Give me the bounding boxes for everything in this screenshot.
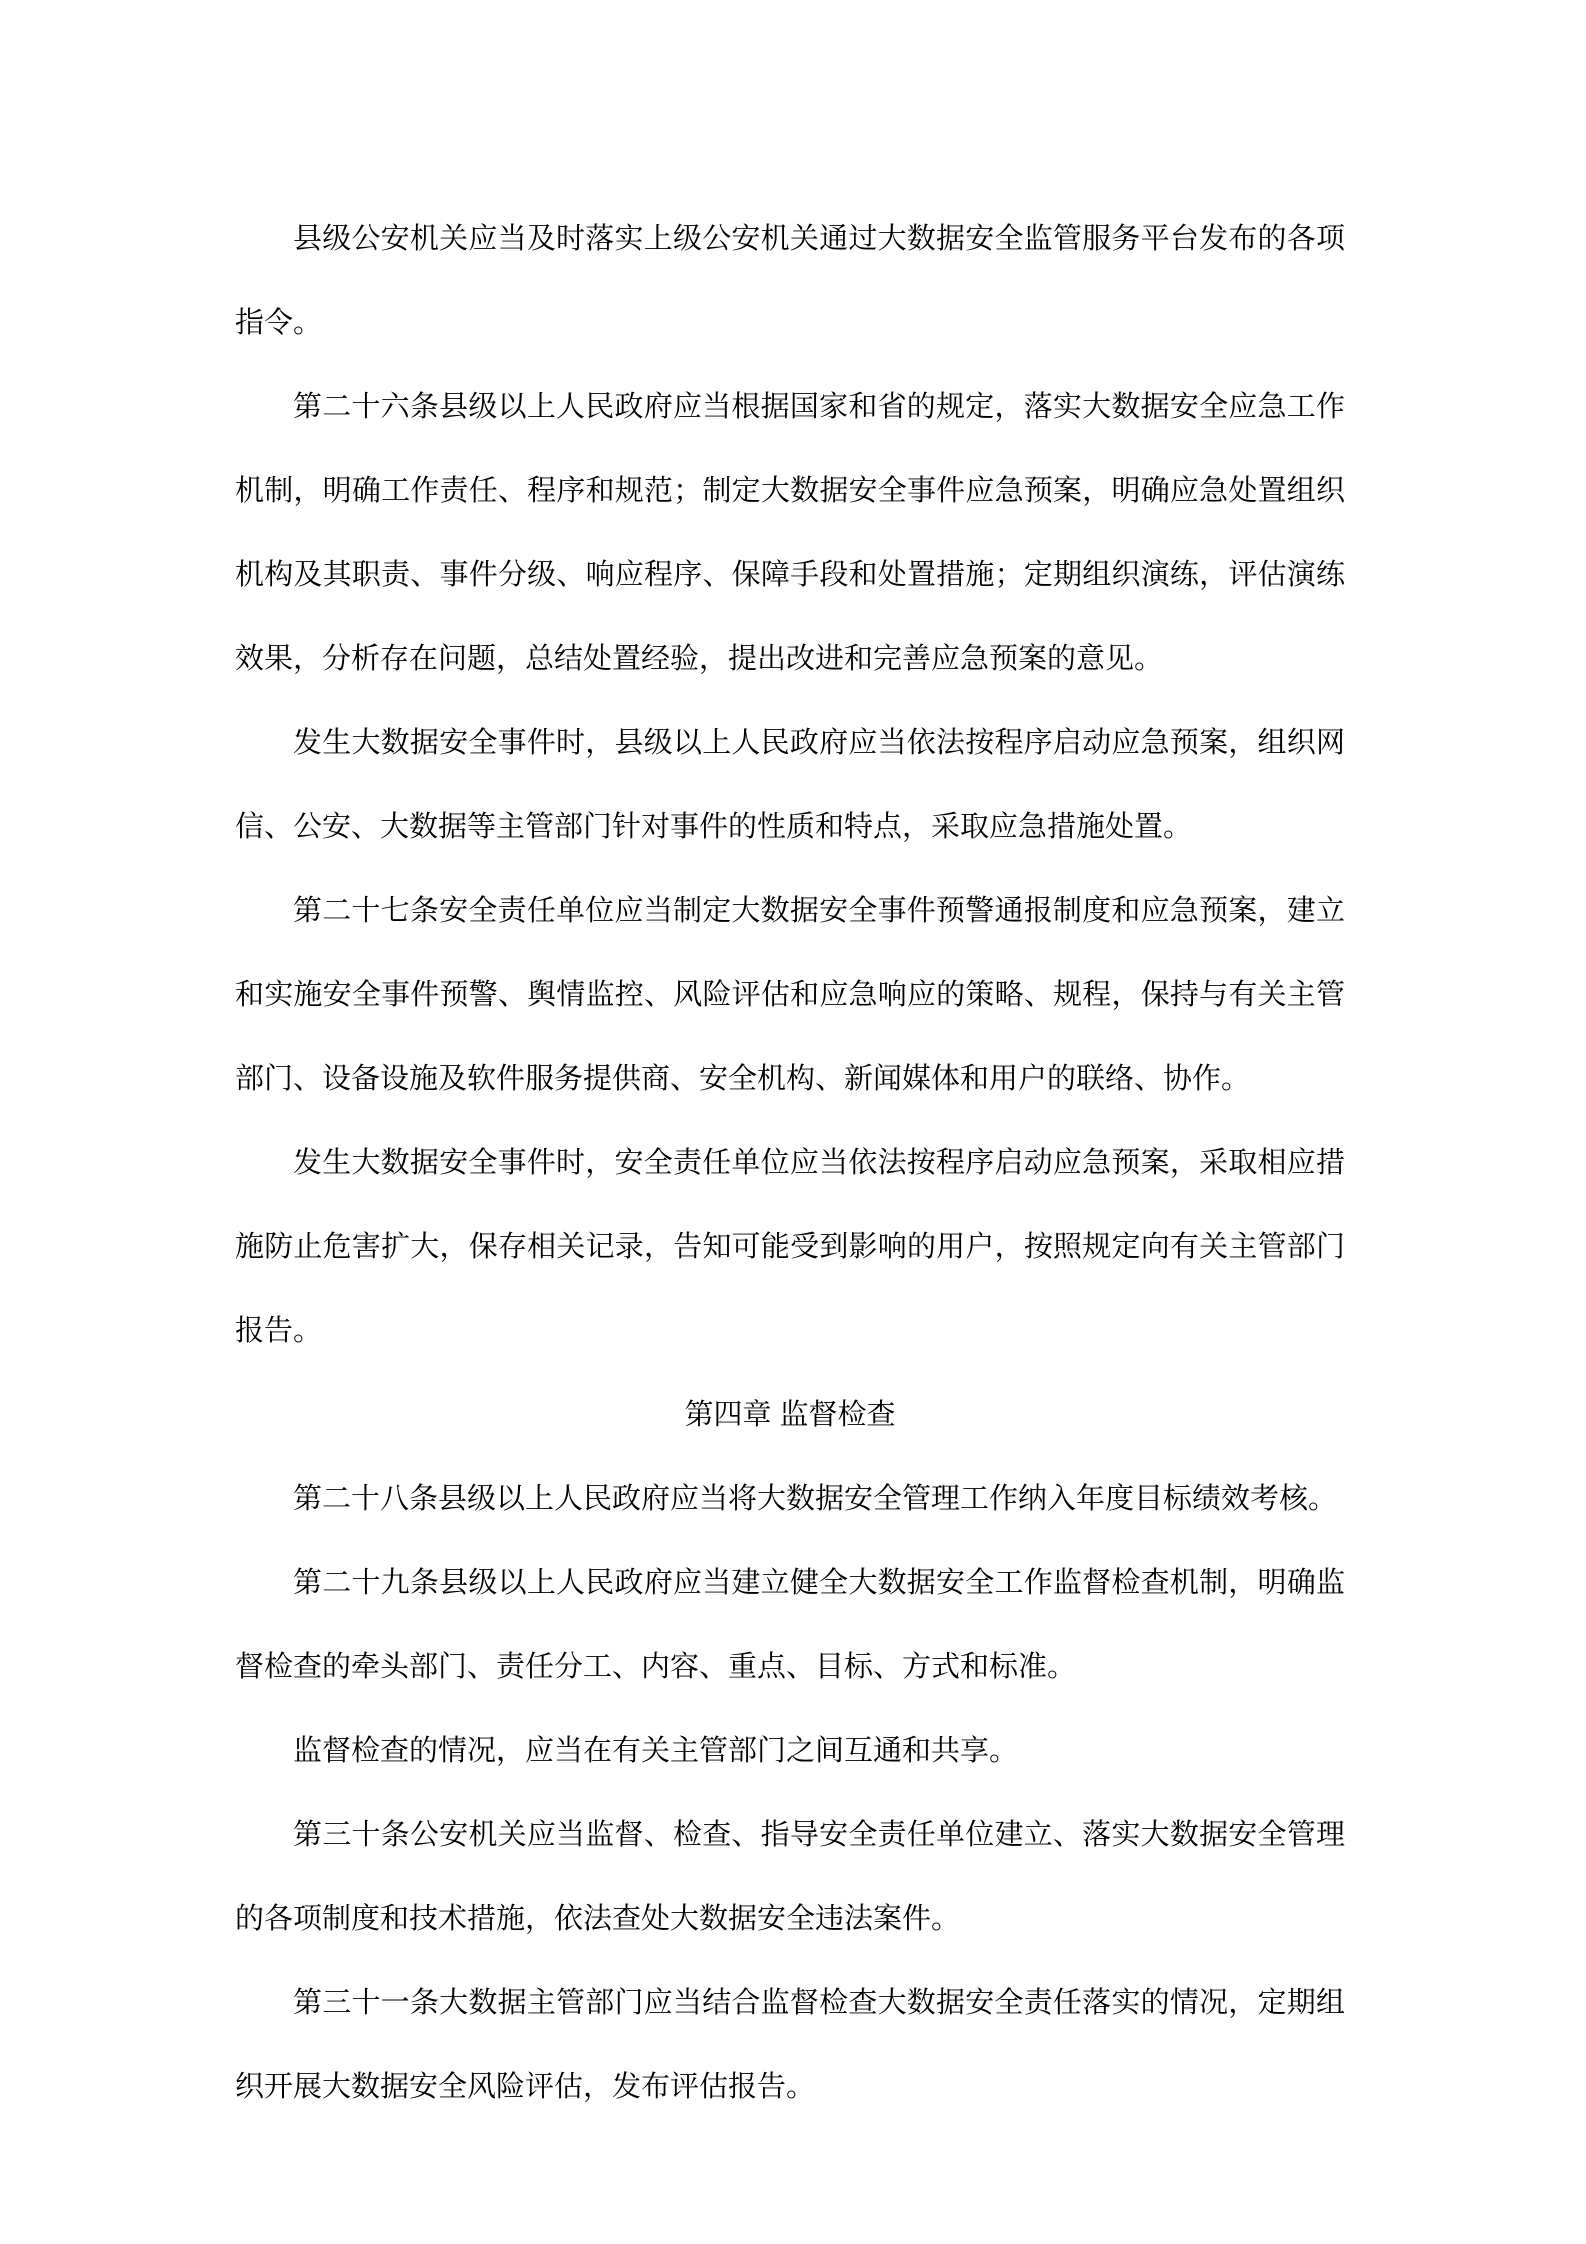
body-paragraph: 第二十六条县级以上人民政府应当根据国家和省的规定，落实大数据安全应急工作机制，明确工作责任、程序和规范；制定大数据安全事件应急预案，明确应急处置组织机构及其职责、事件分级、响应程序、保障手段和处置措施；定期组织演练，评估演练效果，分析存在问题，总结处置经验，提出改进和完善应急预案的意见。 xyxy=(235,391,1345,675)
body-paragraph: 县级公安机关应当及时落实上级公安机关通过大数据安全监管服务平台发布的各项指令。 xyxy=(235,223,1345,339)
body-paragraph: 第二十八条县级以上人民政府应当将大数据安全管理工作纳入年度目标绩效考核。 xyxy=(293,1483,1338,1515)
chapter-heading: 第四章 监督检查 xyxy=(684,1399,896,1431)
body-paragraph: 第三十条公安机关应当监督、检查、指导安全责任单位建立、落实大数据安全管理的各项制度和技术措施，依法查处大数据安全违法案件。 xyxy=(235,1819,1345,1935)
body-paragraph: 发生大数据安全事件时，县级以上人民政府应当依法按程序启动应急预案，组织网信、公安、大数据等主管部门针对事件的性质和特点，采取应急措施处置。 xyxy=(235,727,1345,843)
body-paragraph: 发生大数据安全事件时，安全责任单位应当依法按程序启动应急预案，采取相应措施防止危害扩大，保存相关记录，告知可能受到影响的用户，按照规定向有关主管部门报告。 xyxy=(235,1147,1345,1347)
body-paragraph: 第二十七条安全责任单位应当制定大数据安全事件预警通报制度和应急预案，建立和实施安全事件预警、舆情监控、风险评估和应急响应的策略、规程，保持与有关主管部门、设备设施及软件服务提供商、安全机构、新闻媒体和用户的联络、协作。 xyxy=(235,895,1345,1095)
body-paragraph: 第二十九条县级以上人民政府应当建立健全大数据安全工作监督检查机制，明确监督检查的牵头部门、责任分工、内容、重点、目标、方式和标准。 xyxy=(235,1567,1345,1683)
body-paragraph: 第三十一条大数据主管部门应当结合监督检查大数据安全责任落实的情况，定期组织开展大数据安全风险评估，发布评估报告。 xyxy=(235,1987,1345,2103)
body-paragraph: 监督检查的情况，应当在有关主管部门之间互通和共享。 xyxy=(293,1735,1019,1767)
